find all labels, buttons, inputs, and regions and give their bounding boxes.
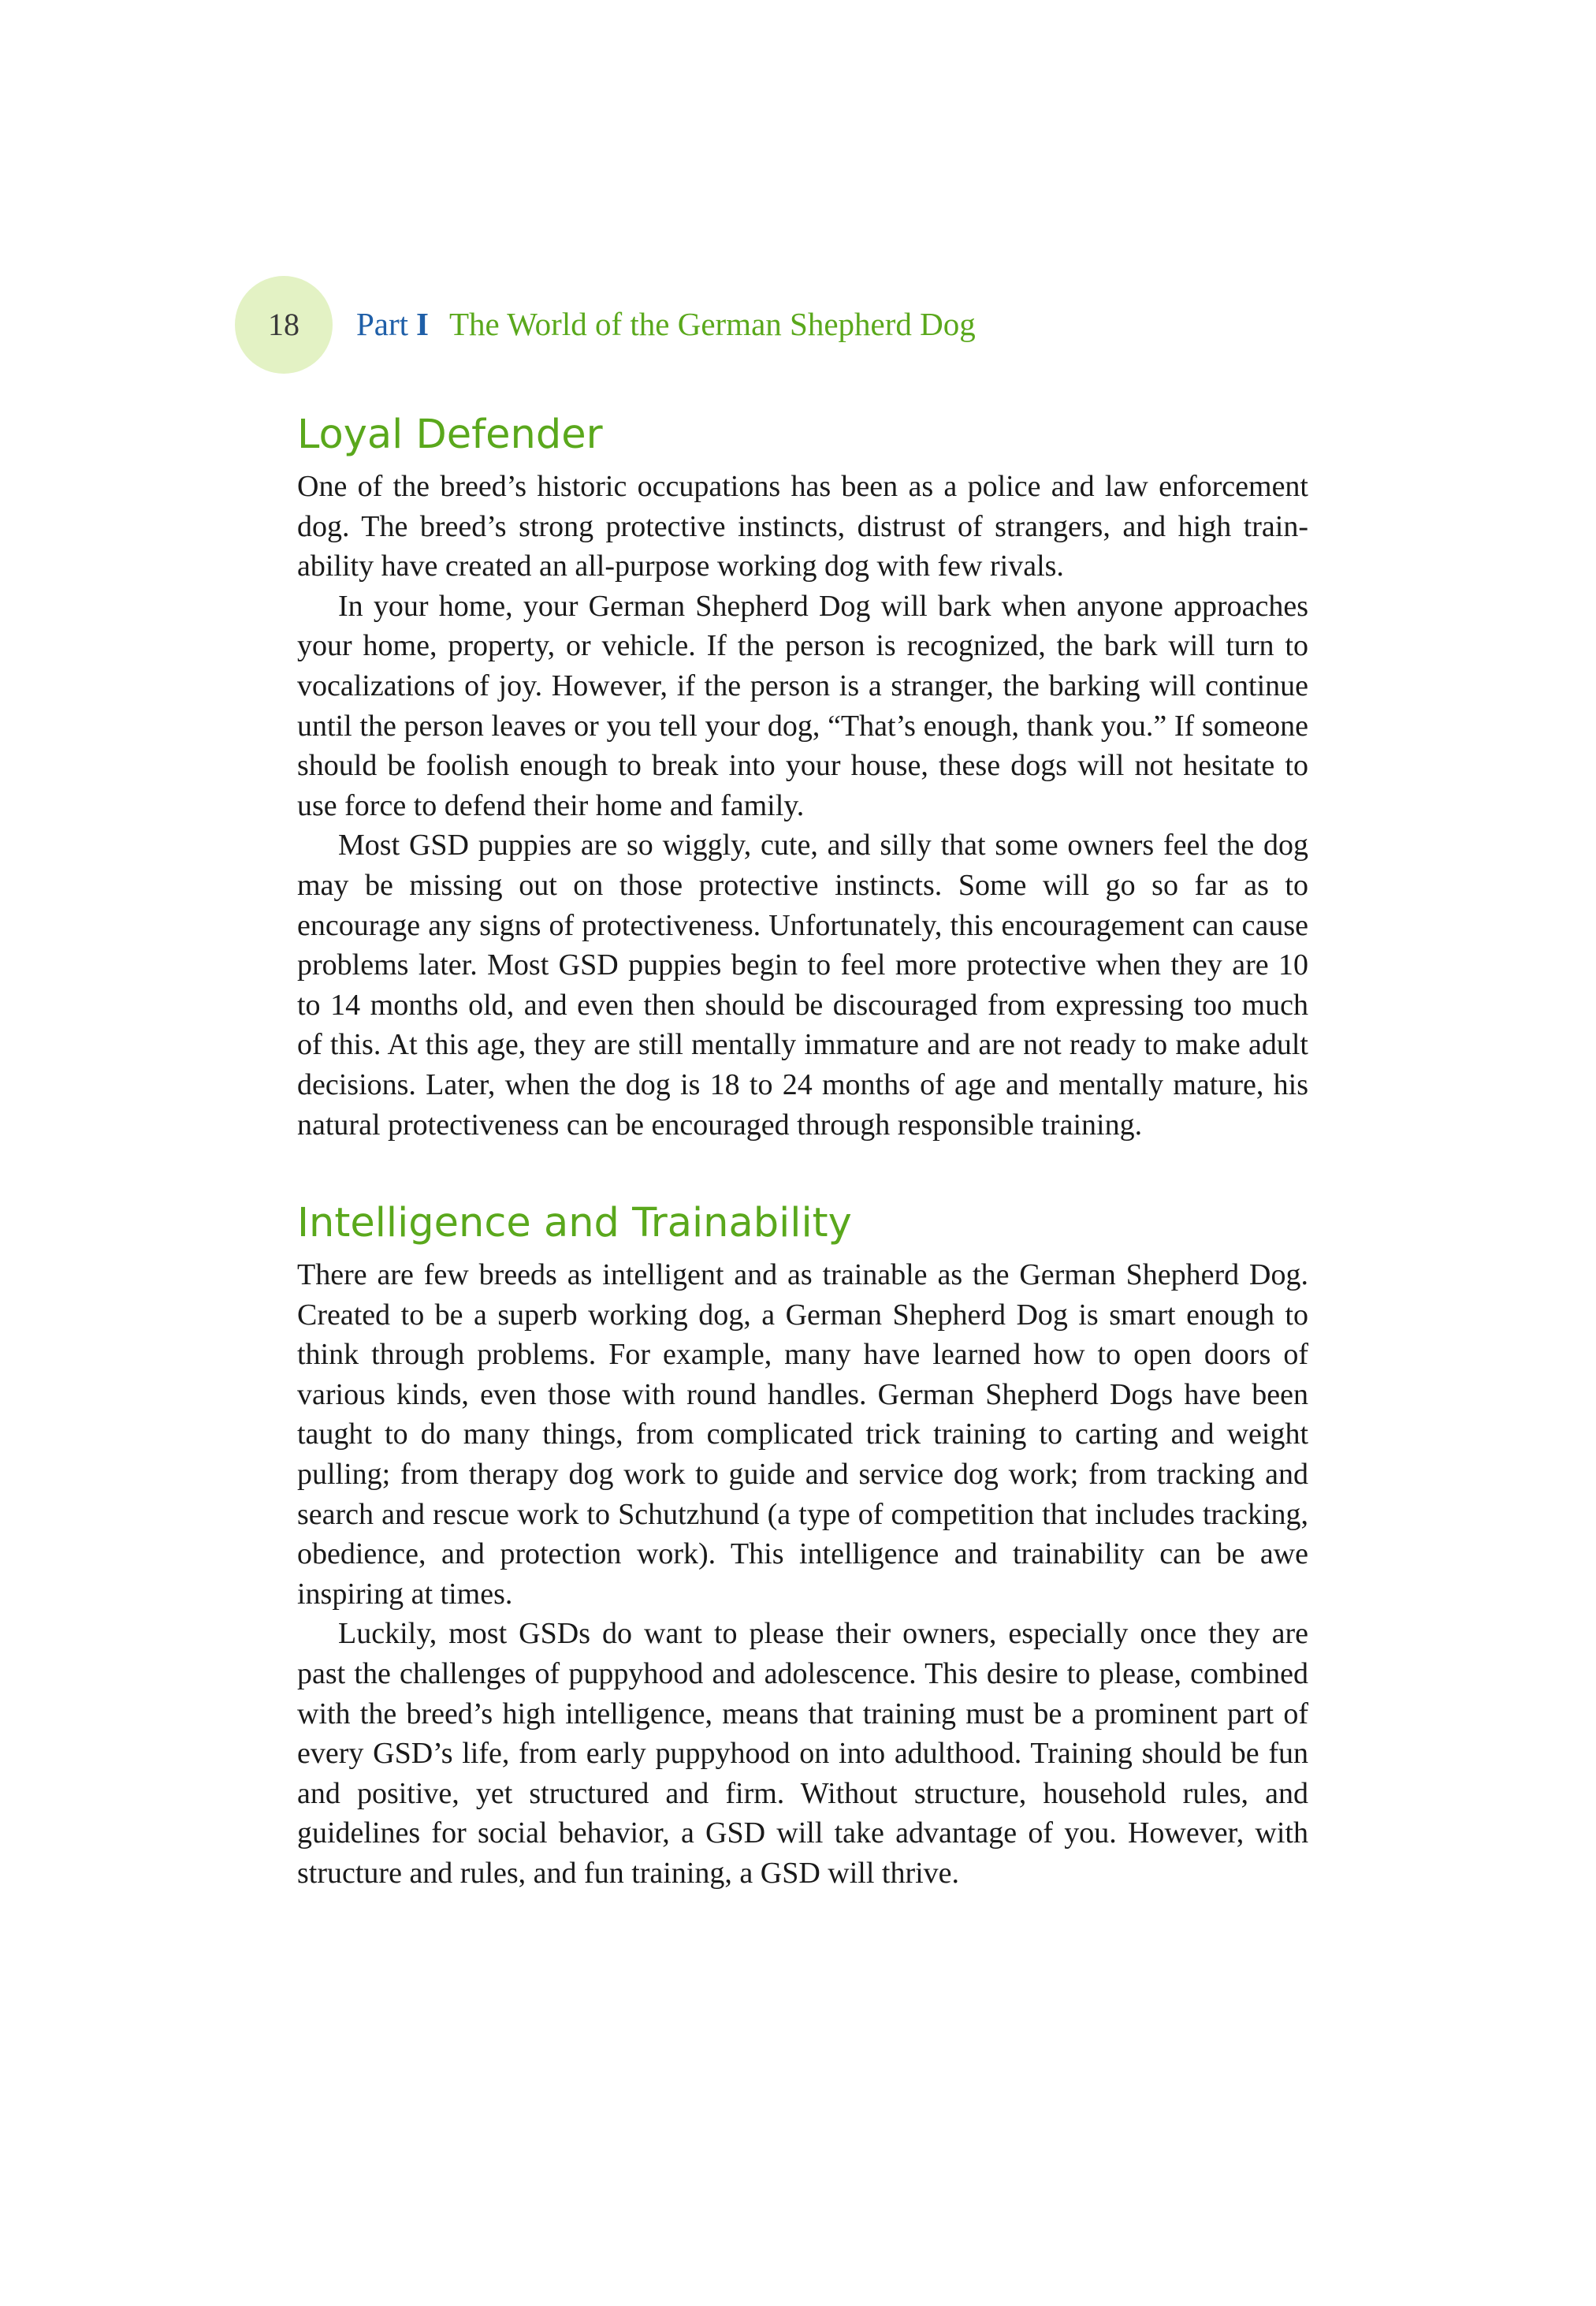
page-number: 18 bbox=[268, 307, 299, 342]
book-title: The World of the German Shepherd Dog bbox=[449, 306, 976, 342]
paragraph: There are few breeds as intelligent and as trainable as the German Shepherd Dog. Created to be a superb working dog, a German Shepherd Dog is smart enough to think through problems. For example, many have learned how to open doors of various kinds, even those with round handles. German Shepherd Dogs have been taught to do many things, from complicated trick training to carting and weight pulling; from therapy dog work to guide and service dog work; from tracking and search and rescue work to Schutzhund (a type of competition that includes tracking, obedience, and protection work). This intelligence and trainability can be awe inspiring at times. bbox=[297, 1258, 1308, 1611]
paragraph: Most GSD puppies are so wiggly, cute, and silly that some owners feel the dog may be missing out on those protective instincts. Some will go so far as to encourage any signs of protectiveness. Unfortunately, this encouragement can cause problems later. Most GSD puppies begin to feel more protective when they are 10 to 14 months old, and even then should be discouraged from expressing too much of this. At this age, they are still mentally immature and are not ready to make adult decisions. Later, when the dog is 18 to 24 months of age and mentally mature, his natural protectiveness can be encouraged through responsible training. bbox=[297, 829, 1308, 1142]
section-heading-loyal-defender: Loyal Defender bbox=[297, 412, 603, 458]
paragraph: One of the breed’s historic occupations has been as a police and law enforcement dog. The breed’s strong protective instincts, distrust of strangers, and high trainability have created an all-purpose working dog with few rivals. bbox=[297, 470, 1308, 583]
paragraph: In your home, your German Shepherd Dog will bark when anyone approaches your home, property, or vehicle. If the person is recognized, the bark will turn to vocalizations of joy. However, if the person is a stranger, the barking will continue until the person leaves or you tell your dog, “That’s enough, thank you.” If someone should be foolish enough to break into your house, these dogs will not hesitate to use force to defend their home and family. bbox=[297, 589, 1308, 822]
paragraph: Luckily, most GSDs do want to please their owners, especially once they are past the challenges of puppyhood and adolescence. This desire to please, combined with the breed’s high intelligence, means that training must be a prominent part of every GSD’s life, from early puppyhood on into adulthood. Training should be fun and positive, yet structured and firm. Without structure, household rules, and guidelines for social behavior, a GSD will take advantage of you. However, with structure and rules, and fun training, a GSD will thrive. bbox=[297, 1617, 1308, 1890]
page-body bbox=[297, 404, 1308, 1894]
running-head bbox=[356, 304, 976, 344]
section-heading-intelligence: Intelligence and Trainability bbox=[297, 1200, 852, 1247]
part-numeral: I bbox=[416, 306, 430, 342]
part-label: Part bbox=[356, 306, 409, 342]
